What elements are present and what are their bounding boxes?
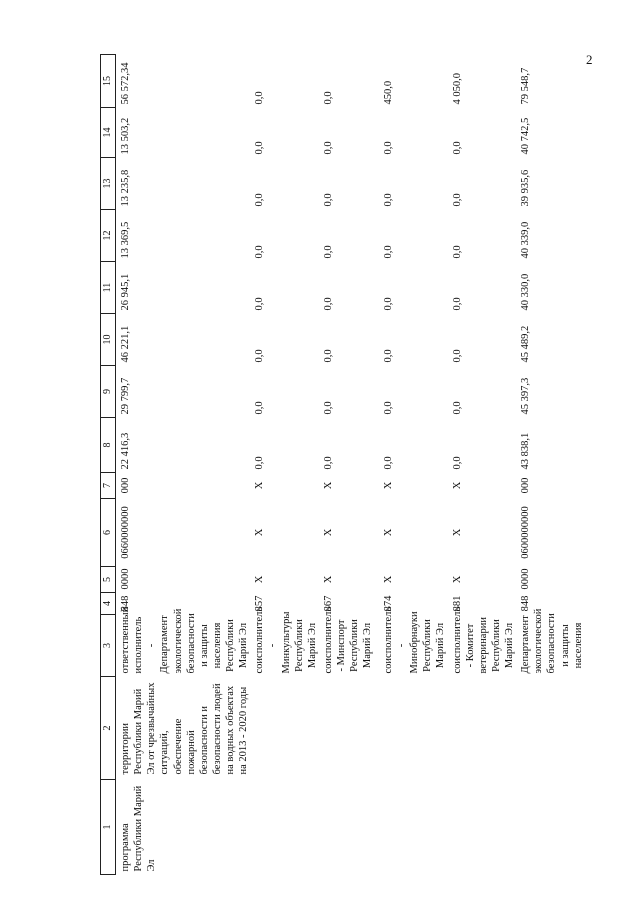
value-cell: 0,0 [322, 297, 334, 311]
value-cell: 0,0 [322, 141, 334, 155]
grbs-cell: 874 [382, 595, 394, 612]
executor-cell: ответственный исполнитель - Департамент экологической безопасности и защиты населения Республики Марий Эл [120, 606, 250, 674]
value-cell: 0,0 [382, 245, 394, 259]
vr-cell: X [382, 481, 394, 490]
value-cell: 0,0 [254, 297, 266, 311]
value-cell: 56 572,34 [120, 62, 131, 105]
table-row [516, 55, 604, 875]
value-cell: 0,0 [254, 193, 266, 207]
vr-cell: 000 [520, 477, 532, 494]
value-cell: 40 742,5 [520, 117, 532, 155]
value-cell: 450,0 [382, 80, 394, 105]
value-cell: 0,0 [322, 401, 334, 415]
value-cell: 0,0 [382, 456, 394, 470]
rz-cell: X [254, 575, 266, 584]
empty-cell [516, 677, 604, 780]
column-header: 5 [101, 567, 116, 593]
vr-cell: 000 [120, 477, 131, 494]
value-cell: 0,0 [322, 193, 334, 207]
vr-cell: X [451, 481, 463, 490]
value-cell: 0,0 [451, 456, 463, 470]
column-header: 7 [101, 473, 116, 499]
grbs-cell: 848 [120, 595, 131, 612]
value-cell: 0,0 [451, 245, 463, 259]
column-header: 12 [101, 210, 116, 262]
empty-cell [516, 780, 604, 875]
csr-cell: 0600000000 [520, 506, 532, 559]
value-cell: 0,0 [254, 349, 266, 363]
vr-cell: X [254, 481, 266, 490]
value-cell: 0,0 [451, 193, 463, 207]
value-cell: 0,0 [451, 401, 463, 415]
executor-cell: соисполнитель - Комитет ветеринарии Республики Марий Эл [451, 606, 515, 674]
value-cell: 0,0 [382, 297, 394, 311]
value-cell: 0,0 [254, 141, 266, 155]
value-cell: 39 935,6 [520, 169, 532, 207]
value-cell: 13 235,8 [120, 169, 131, 207]
column-header: 9 [101, 366, 116, 418]
column-header: 1 [101, 780, 116, 875]
value-cell: 0,0 [254, 401, 266, 415]
value-cell: 0,0 [322, 91, 334, 105]
value-cell: 45 397,3 [520, 377, 532, 415]
rotated-table-container [100, 55, 584, 875]
executor-cell: соисполнитель - Минспорт Республики Марий Эл [322, 606, 374, 674]
column-header: 3 [101, 615, 116, 677]
column-header: 2 [101, 677, 116, 780]
value-cell: 13 369,5 [120, 221, 131, 259]
value-cell: 0,0 [382, 193, 394, 207]
value-cell: 0,0 [451, 141, 463, 155]
value-cell: 40 330,0 [520, 273, 532, 311]
value-cell: 45 489,2 [520, 325, 532, 363]
grbs-cell: 848 [520, 595, 532, 612]
executor-cell: Департамент экологической безопасности и защиты населения [520, 608, 584, 674]
grbs-cell: 867 [322, 595, 334, 612]
column-header: 8 [101, 418, 116, 473]
value-cell: 0,0 [322, 349, 334, 363]
value-cell: 0,0 [451, 349, 463, 363]
column-header: 10 [101, 314, 116, 366]
value-cell: 13 503,2 [120, 117, 131, 155]
value-cell: 0,0 [254, 91, 266, 105]
value-cell: 46 221,1 [120, 325, 131, 363]
rz-cell: 0000 [120, 568, 131, 590]
column-header: 6 [101, 499, 116, 567]
rz-cell: X [382, 575, 394, 584]
column-header: 4 [101, 593, 116, 615]
value-cell: 0,0 [382, 349, 394, 363]
value-cell: 22 416,3 [120, 432, 131, 470]
value-cell: 29 799,7 [120, 377, 131, 415]
csr-cell: X [382, 528, 394, 537]
value-cell: 0,0 [254, 456, 266, 470]
rz-cell: X [322, 575, 334, 584]
vr-cell: X [322, 481, 334, 490]
executor-cell: соисполнитель - Минобрнауки Республики Марий Эл [382, 606, 447, 674]
value-cell: 0,0 [382, 141, 394, 155]
value-cell: 79 548,7 [520, 67, 532, 105]
grbs-cell: 857 [254, 595, 266, 612]
column-header: 13 [101, 158, 116, 210]
rz-cell: 0000 [520, 568, 532, 590]
program-name-cell [116, 677, 517, 780]
csr-cell: 0660000000 [120, 506, 131, 559]
page-number: 2 [586, 52, 593, 67]
csr-cell: X [451, 528, 463, 537]
budget-table [100, 54, 604, 875]
table-row [116, 55, 251, 875]
value-cell: 43 838,1 [520, 432, 532, 470]
executor-cell: соисполнитель - Минкультуры Республики Марий Эл [254, 606, 318, 674]
csr-cell: X [322, 528, 334, 537]
value-cell: 0,0 [254, 245, 266, 259]
value-cell: 0,0 [382, 401, 394, 415]
column-header: 15 [101, 55, 116, 108]
header-row [101, 55, 116, 875]
grbs-cell: 881 [451, 595, 463, 612]
value-cell: 4 050,0 [451, 73, 463, 105]
value-cell: 0,0 [322, 245, 334, 259]
program-label-cell: программа Республики Марий Эл [120, 785, 158, 872]
rz-cell: X [451, 575, 463, 584]
value-cell: 0,0 [322, 456, 334, 470]
column-header: 14 [101, 108, 116, 158]
program-name: территории Республики Марий Эл от чрезвычайных ситуаций, обеспечение пожарной безопасности и безопасности людей на водных объектах на 2013 - 2020 годы [120, 682, 250, 775]
value-cell: 40 339,0 [520, 221, 532, 259]
csr-cell: X [254, 528, 266, 537]
value-cell: 26 945,1 [120, 273, 131, 311]
value-cell: 0,0 [451, 297, 463, 311]
column-header: 11 [101, 262, 116, 314]
